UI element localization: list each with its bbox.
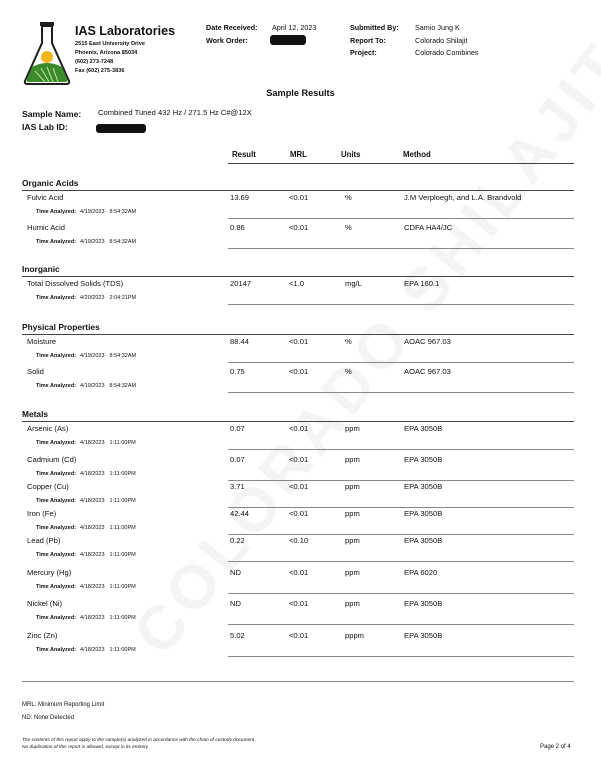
time-analyzed-label: Time Analyzed: [36,440,77,446]
result-value: ND [230,599,241,608]
section-title: Inorganic [22,264,60,274]
method-value: EPA 160.1 [404,279,440,288]
analysis-time: 1:11:00PM [109,647,136,653]
mrl-value: <0.01 [289,223,309,232]
time-analyzed [36,552,136,558]
time-analyzed-label: Time Analyzed: [36,525,77,531]
result-value: 0.75 [230,367,245,376]
mrl-value: <0.01 [289,337,309,346]
time-analyzed [36,584,136,590]
time-analyzed [36,498,136,504]
time-analyzed-label: Time Analyzed: [36,552,77,558]
result-value: 88.44 [230,337,250,346]
lab-fax: Fax (602) 275-3836 [75,68,125,74]
time-analyzed-label: Time Analyzed: [36,239,77,245]
units-value: ppm [345,509,360,518]
analysis-date: 4/20/2023 [80,295,105,301]
method-value: CDFA HA4/JC [404,223,453,232]
units-value: ppm [345,568,360,577]
mrl-column-header: MRL [290,150,307,159]
units-column-header: Units [341,150,361,159]
row-rule [228,593,574,594]
analysis-date: 4/18/2023 [80,647,105,653]
lab-name: IAS Laboratories [75,24,176,38]
row-rule [228,534,574,535]
row-rule [228,507,574,508]
row-rule [228,392,574,393]
result-value: 13.69 [230,193,250,202]
project-label: Project: [350,48,377,57]
analyte-name: Moisture [27,337,57,346]
section-title: Organic Acids [22,178,79,188]
mrl-value: <0.01 [289,424,309,433]
work-order-label: Work Order: [206,36,248,45]
footer-divider [22,681,574,682]
row-rule [228,656,574,657]
mrl-value: <0.01 [289,482,309,491]
date-received-value: April 12, 2023 [272,23,317,32]
header-underline [228,163,574,164]
time-analyzed-label: Time Analyzed: [36,615,77,621]
time-analyzed [36,209,136,215]
result-value: 0.07 [230,424,245,433]
row-rule [228,624,574,625]
mrl-value: <0.01 [289,193,309,202]
time-analyzed [36,295,136,301]
method-value: EPA 3050B [404,482,443,491]
time-analyzed [36,525,136,531]
analyte-name: Lead (Pb) [27,536,61,545]
section-rule [22,334,574,335]
disclaimer-line1: The contents of this report apply to the sample(s) analyzed in accordance with the chain of custody document. [22,738,256,743]
method-value: EPA 3050B [404,509,443,518]
mrl-value: <0.01 [289,455,309,464]
analysis-time: 1:11:00PM [109,525,136,531]
units-value: % [345,193,352,202]
result-value: 20147 [230,279,252,288]
time-analyzed [36,647,136,653]
units-value: % [345,337,352,346]
lab-id-label: IAS Lab ID: [22,122,68,132]
analyte-name: Iron (Fe) [27,509,57,518]
analysis-date: 4/18/2023 [80,440,105,446]
analysis-time: 8:54:32AM [109,383,137,389]
analysis-time: 1:11:00PM [109,440,136,446]
time-analyzed-label: Time Analyzed: [36,383,77,389]
analysis-time: 1:11:00PM [109,615,136,621]
lab-phone: (602) 273-7248 [75,59,114,65]
analysis-time: 8:54:32AM [109,353,137,359]
analysis-time: 2:04:21PM [109,295,137,301]
units-value: ppm [345,599,360,608]
mrl-value: <0.01 [289,367,309,376]
method-value: EPA 3050B [404,536,443,545]
time-analyzed [36,440,136,446]
result-value: 5.02 [230,631,245,640]
mrl-value: <0.01 [289,509,309,518]
units-value: ppm [345,424,360,433]
time-analyzed-label: Time Analyzed: [36,584,77,590]
row-rule [228,561,574,562]
units-value: mg/L [345,279,362,288]
analyte-name: Nickel (Ni) [27,599,63,608]
lab-address-line2: Phoenix, Arizona 85034 [75,50,138,56]
units-value: % [345,367,352,376]
nd-note: ND: None Detected [22,715,75,721]
time-analyzed-label: Time Analyzed: [36,498,77,504]
method-value: AOAC 967.03 [404,337,451,346]
section-rule [22,421,574,422]
sample-name-value: Combined Tuned 432 Hz / 271.5 Hz C#@12X [98,108,252,117]
row-rule [228,480,574,481]
units-value: ppm [345,455,360,464]
mrl-value: <0.01 [289,568,309,577]
analyte-name: Solid [27,367,44,376]
time-analyzed [36,383,136,389]
section-rule [22,190,574,191]
report-to-value: Colorado Shilajit [415,36,468,45]
section-rule [22,276,574,277]
time-analyzed [36,471,136,477]
mrl-value: <0.01 [289,599,309,608]
analysis-time: 1:11:00PM [109,584,136,590]
method-value: AOAC 967.03 [404,367,451,376]
project-value: Colorado Combines [415,48,479,57]
method-value: EPA 6020 [404,568,438,577]
units-value: ppm [345,536,360,545]
time-analyzed [36,353,136,359]
mrl-value: <0.10 [289,536,309,545]
method-value: EPA 3050B [404,599,443,608]
lab-id-redaction [96,124,146,133]
analysis-date: 4/18/2023 [80,615,105,621]
row-rule [228,304,574,305]
analysis-time: 8:54:32AM [109,239,137,245]
submitted-by-label: Submitted By: [350,23,399,32]
row-rule [228,218,574,219]
row-rule [228,248,574,249]
section-title: Physical Properties [22,322,100,332]
analyte-name: Cadmium (Cd) [27,455,77,464]
analyte-name: Mercury (Hg) [27,568,72,577]
result-value: ND [230,568,241,577]
analyte-name: Total Dissolved Solids (TDS) [27,279,124,288]
method-value: EPA 3050B [404,631,443,640]
analysis-time: 1:11:00PM [109,552,136,558]
watermark [120,183,521,668]
analysis-date: 4/18/2023 [80,552,105,558]
work-order-redaction [270,35,306,45]
time-analyzed-label: Time Analyzed: [36,353,77,359]
analysis-date: 4/18/2023 [80,525,105,531]
page-number: Page 2 of 4 [540,744,571,750]
mrl-value: <1.0 [289,279,304,288]
result-value: 0.86 [230,223,245,232]
analysis-date: 4/19/2023 [80,239,105,245]
result-value: 42.44 [230,509,250,518]
sample-name-label: Sample Name: [22,109,82,119]
analyte-name: Arsenic (As) [27,424,69,433]
report-to-label: Report To: [350,36,386,45]
mrl-value: <0.01 [289,631,309,640]
analyte-name: Copper (Cu) [27,482,69,491]
submitted-by-value: Samio Jung K [415,23,460,32]
analyte-name: Zinc (Zn) [27,631,58,640]
method-column-header: Method [403,150,431,159]
time-analyzed-label: Time Analyzed: [36,471,77,477]
lab-address-line1: 2515 East University Drive [75,41,145,47]
analysis-date: 4/18/2023 [80,498,105,504]
analysis-date: 4/19/2023 [80,209,105,215]
time-analyzed [36,615,136,621]
row-rule [228,449,574,450]
result-value: 0.22 [230,536,245,545]
analysis-date: 4/19/2023 [80,383,105,389]
analyte-name: Fulvic Acid [27,193,64,202]
analysis-time: 8:54:32AM [109,209,137,215]
mrl-note: MRL: Minimum Reporting Limit [22,702,105,708]
result-value: 0.07 [230,455,245,464]
analysis-time: 1:11:00PM [109,498,136,504]
analyte-name: Humic Acid [27,223,65,232]
units-value: ppm [345,482,360,491]
analysis-date: 4/18/2023 [80,471,105,477]
page-title: Sample Results [266,88,335,98]
time-analyzed-label: Time Analyzed: [36,647,77,653]
analysis-time: 1:11:00PM [109,471,136,477]
ias-flask-logo-icon [23,21,71,85]
time-analyzed [36,239,136,245]
time-analyzed-label: Time Analyzed: [36,209,77,215]
units-value: pppm [345,631,364,640]
analysis-date: 4/18/2023 [80,584,105,590]
time-analyzed-label: Time Analyzed: [36,295,77,301]
result-value: 3.71 [230,482,245,491]
method-value: EPA 3050B [404,455,443,464]
disclaimer-line2: No duplication of this report is allowed, except in its entirety. [22,745,149,750]
method-value: J.M Verploegh, and L.A. Brandvold [404,193,522,202]
method-value: EPA 3050B [404,424,443,433]
row-rule [228,362,574,363]
units-value: % [345,223,352,232]
date-received-label: Date Received: [206,23,258,32]
analysis-date: 4/19/2023 [80,353,105,359]
section-title: Metals [22,409,49,419]
result-column-header: Result [232,150,256,159]
